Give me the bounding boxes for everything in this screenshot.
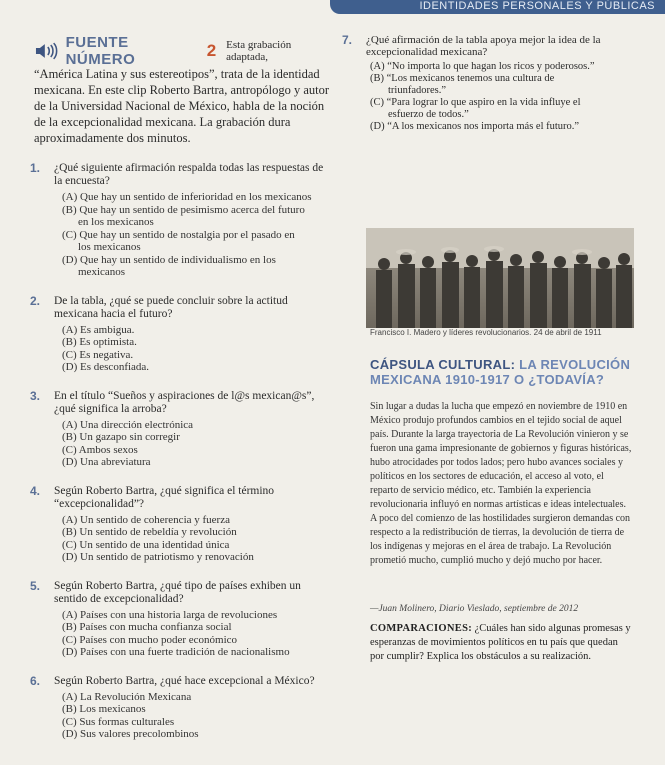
question-stem: ¿Qué siguiente afirmación respalda todas las respuestas de la encuesta? <box>54 162 324 187</box>
question-7 <box>342 33 638 133</box>
answer-option[interactable]: (B) Un gazapo sin corregir <box>62 431 180 443</box>
question-6 <box>30 673 334 741</box>
answer-option[interactable]: (B) Países con mucha confianza social <box>62 621 232 633</box>
answer-option[interactable]: (B) “Los mexicanos tenemos una cultura de triunfadores.” <box>370 73 555 96</box>
answer-option[interactable]: (B) Es optimista. <box>62 336 137 348</box>
answer-option[interactable]: (D) Es desconfiada. <box>62 361 150 373</box>
question-stem: En el título “Sueños y aspiraciones de l@s mexican@s”, ¿qué significa la arroba? <box>54 389 315 415</box>
source-block <box>34 34 334 146</box>
answer-option[interactable]: (A) Un sentido de coherencia y fuerza <box>62 513 230 526</box>
right-column <box>342 33 638 133</box>
answer-option[interactable]: (B) Los mexicanos <box>62 703 146 715</box>
section-banner <box>330 0 665 14</box>
source-description: “América Latina y sus estereotipos”, trata de la identidad mexicana. En este clip Roberto Bartra, antropólogo y autor de la Universidad Nacional de México, habla de la noción de la excepcionalidad mexicana. La grabación dura aproximadamente dos minutos. <box>34 67 330 145</box>
answer-option[interactable]: (A) Países con una historia larga de revoluciones <box>62 608 278 621</box>
question-number: 2. <box>30 293 41 308</box>
answer-option[interactable]: (C) Un sentido de una identidad única <box>62 538 230 551</box>
answer-option[interactable]: (D) Sus valores precolombinos <box>62 728 199 740</box>
question-5 <box>30 578 334 659</box>
answer-option[interactable]: (D) “A los mexicanos nos importa más el futuro.” <box>370 121 580 132</box>
answer-option[interactable]: (A) Que hay un sentido de inferioridad en los mexicanos <box>62 191 312 203</box>
question-stem: Según Roberto Bartra, ¿qué hace excepcional a México? <box>54 674 315 687</box>
speaker-icon <box>34 42 60 60</box>
answer-option[interactable]: (D) Que hay un sentido de individualismo en los mexicanos <box>62 253 276 278</box>
answer-option[interactable]: (C) Países con mucho poder económico <box>62 633 238 646</box>
answer-option[interactable]: (A) Es ambigua. <box>62 323 135 336</box>
answer-option[interactable]: (B) Que hay un sentido de pesimismo acerca del futuro en los mexicanos <box>62 203 305 228</box>
answer-option[interactable]: (D) Un sentido de patriotismo y renovación <box>62 551 254 563</box>
answer-option[interactable]: (C) “Para lograr lo que aspiro en la vida influye el esfuerzo de todos.” <box>370 97 581 120</box>
question-number: 1. <box>30 161 41 175</box>
source-title: FUENTE NÚMERO <box>65 34 136 68</box>
comparaciones-prompt <box>370 622 634 664</box>
capsule-body: Sin lugar a dudas la lucha que empezó en noviembre de 1910 en México produjo profundos cambios en el tejido social de aquel país. Durante la larga trayectoria de La Revolución vinieron y se fueron una gama impresionante de gobiernos y figuras históricas, hubo atrocidades por todos lados; pero hubo avances sociales y políticos en los sectores de educación, el acceso al voto, el reparto de servicio médico, etc. También la experiencia revolucionaria influyó en normas artísticas e ideas intelectuales. A poco del comienzo de las hostilidades surgieron demandas con respecto a la redistribución de tierras, la devolución de tierra de los indígenas y mejoras en el área de trabajo. La Revolución prometió mucho, cumplió mucho y dejó mucho por hacer. <box>370 401 632 566</box>
answer-option[interactable]: (C) Que hay un sentido de nostalgia por el pasado en los mexicanos <box>62 228 295 253</box>
question-number: 5. <box>30 578 41 593</box>
answer-option[interactable]: (A) La Revolución Mexicana <box>62 690 192 703</box>
answer-option[interactable]: (C) Sus formas culturales <box>62 715 175 728</box>
capsule-title-lead: CÁPSULA CULTURAL: <box>370 357 516 372</box>
question-3 <box>30 388 334 469</box>
question-1 <box>30 161 334 279</box>
answer-option[interactable]: (D) Países con una fuerte tradición de nacionalismo <box>62 646 290 658</box>
question-stem: De la tabla, ¿qué se puede concluir sobre la actitud mexicana hacia el futuro? <box>54 294 288 320</box>
question-number: 7. <box>342 33 353 47</box>
question-stem: Según Roberto Bartra, ¿qué tipo de países exhiben un sentido de excepcionalidad? <box>54 579 301 605</box>
answer-option[interactable]: (C) Es negativa. <box>62 348 134 361</box>
question-stem: Según Roberto Bartra, ¿qué significa el término “excepcionalidad”? <box>54 484 275 510</box>
capsule-credit: —Juan Molinero, Diario Vieslado, septiembre de 2012 <box>370 604 579 614</box>
question-4 <box>30 483 334 564</box>
comparaciones-label: COMPARACIONES: <box>370 623 473 634</box>
answer-option[interactable]: (A) Una dirección electrónica <box>62 418 194 431</box>
source-number: 2 <box>206 41 217 60</box>
photo-figures <box>366 228 634 328</box>
question-number: 4. <box>30 483 41 498</box>
question-stem: ¿Qué afirmación de la tabla apoya mejor la idea de la excepcionalidad mexicana? <box>366 34 601 58</box>
answer-option[interactable]: (B) Un sentido de rebeldía y revolución <box>62 526 237 538</box>
source-inline-text: Esta grabación adaptada, <box>226 39 292 63</box>
answer-option[interactable]: (A) “No importa lo que hagan los ricos y poderosos.” <box>370 61 595 72</box>
capsule-title-rest: LA REVOLUCIÓN MEXICANA 1910-1917 O ¿TODAVÍA? <box>370 357 631 387</box>
photo-caption: Francisco I. Madero y líderes revolucionarios. 24 de abril de 1911 <box>370 328 602 337</box>
answer-option[interactable]: (D) Una abreviatura <box>62 456 151 468</box>
question-2 <box>30 293 334 374</box>
question-number: 3. <box>30 388 41 403</box>
left-column <box>30 34 334 741</box>
answer-option[interactable]: (C) Ambos sexos <box>62 443 138 456</box>
question-number: 6. <box>30 673 41 688</box>
section-banner-text: IDENTIDADES PERSONALES Y PÚBLICAS <box>419 0 655 12</box>
historical-photo <box>366 228 634 328</box>
comparaciones-text: ¿Cuáles han sido algunas promesas y esperanzas de movimientos políticos en tu país que quedan por cumplir? Explica los obstáculos a su realización. <box>370 623 631 662</box>
capsule-title <box>370 357 645 387</box>
